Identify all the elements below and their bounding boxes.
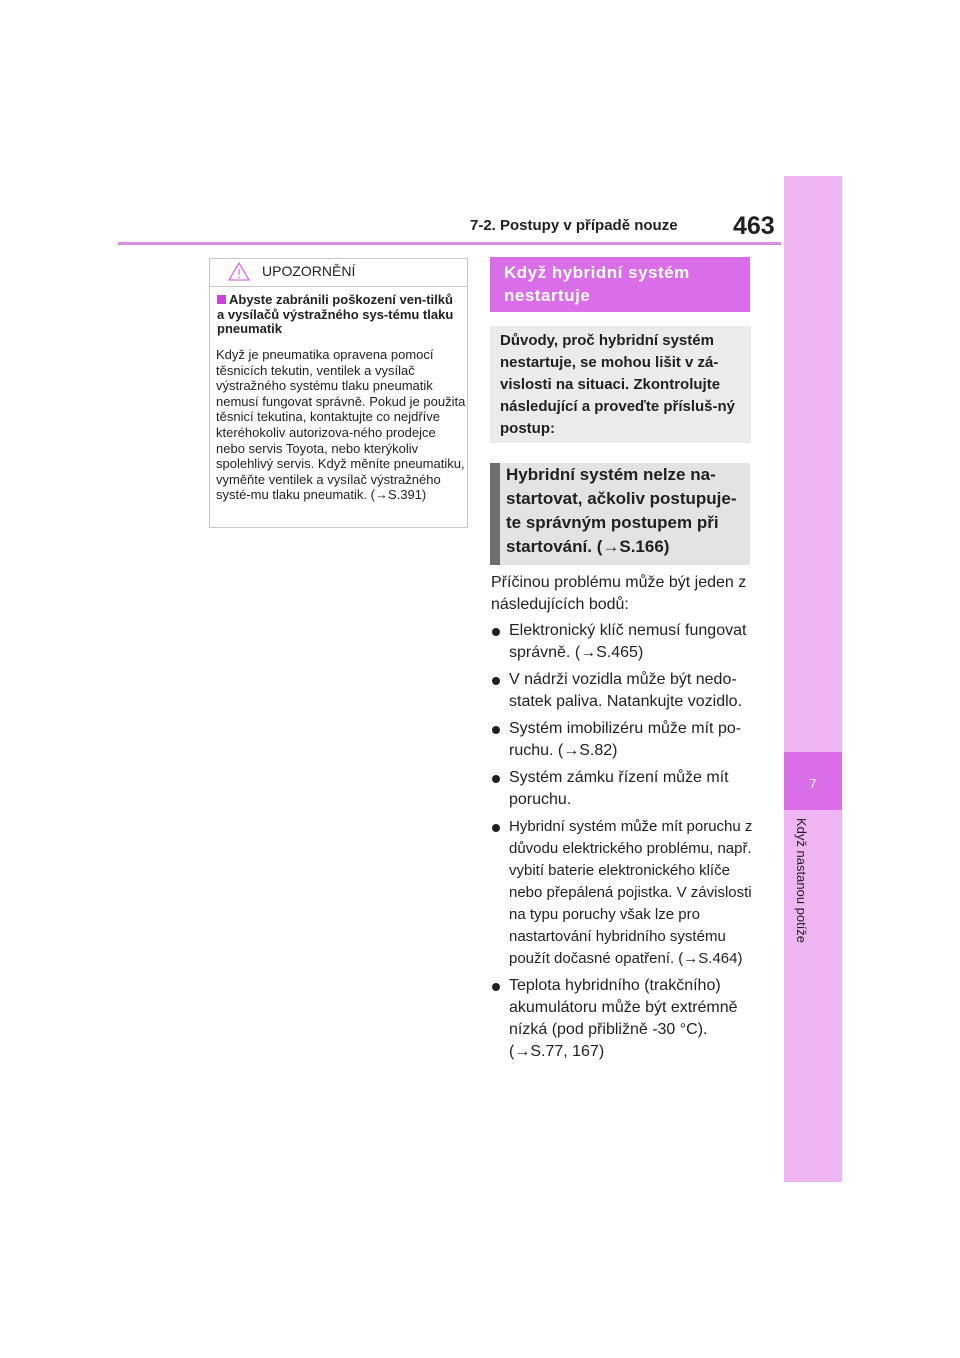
warning-header bbox=[210, 259, 467, 287]
chapter-title: Když nastanou potíže bbox=[794, 818, 809, 944]
info-box: Důvody, proč hybridní systém nestartuje, se mohou lišit v zá-vislosti na situaci. Zkontrolujte následující a proveďte přísluš-ný postup: bbox=[490, 326, 751, 443]
sub-heading: Hybridní systém nelze na-startovat, ačkoliv postupuje-te správným postupem při startování. (→S.166) bbox=[490, 463, 750, 565]
header-rule bbox=[118, 242, 781, 245]
warning-subtitle-text: Abyste zabránili poškození ven-tilků a vysílačů výstražného sys-tému tlaku pneumatik bbox=[217, 292, 454, 336]
warning-subtitle bbox=[217, 293, 462, 337]
warning-box bbox=[209, 258, 468, 528]
warning-triangle-icon bbox=[228, 262, 250, 281]
list-item: Elektronický klíč nemusí fungovat správně. (→S.465) bbox=[491, 620, 753, 664]
square-bullet-icon bbox=[217, 295, 226, 304]
list-item: Teplota hybridního (trakčního) akumulátoru může být extrémně nízká (pod přibližně -30 °C). (→S.77, 167) bbox=[491, 975, 753, 1063]
chapter-number: 7 bbox=[809, 776, 817, 791]
warning-title: UPOZORNĚNÍ bbox=[262, 263, 356, 279]
section-heading: Když hybridní systém nestartuje bbox=[490, 257, 750, 312]
page-number: 463 bbox=[733, 212, 775, 240]
list-item: Hybridní systém může mít poruchu z důvodu elektrického problému, např. vybití baterie elektronického klíče nebo přepálená pojistka. V závislosti na typu poruchy však lze pro nastartování hybridního systému použít dočasné opatření. (→S.464) bbox=[491, 816, 753, 970]
intro-text: Příčinou problému může být jeden z následujících bodů: bbox=[491, 574, 747, 613]
cause-list bbox=[491, 620, 753, 1068]
list-item: V nádrži vozidla může být nedo-statek paliva. Natankujte vozidlo. bbox=[491, 669, 753, 713]
side-tab bbox=[784, 176, 842, 1182]
list-item: Systém zámku řízení může mít poruchu. bbox=[491, 767, 753, 811]
header-section-title: 7-2. Postupy v případě nouze bbox=[470, 217, 678, 234]
list-item: Systém imobilizéru může mít po-ruchu. (→S.82) bbox=[491, 718, 753, 762]
warning-body: Když je pneumatika opravena pomocí těsnicích tekutin, ventilek a vysílač výstražného systému tlaku pneumatik nemusí fungovat správně. Pokud je použita těsnicí tekutina, kontaktujte co nejdříve kteréhokoliv autorizova-ného prodejce nebo servis Toyota, nebo kterýkoliv spolehlivý servis. Když měníte pneumatiku, vyměňte ventilek a vysílač výstražného systé-mu tlaku pneumatik. (→S.391) bbox=[216, 347, 466, 503]
chapter-box bbox=[784, 752, 842, 810]
